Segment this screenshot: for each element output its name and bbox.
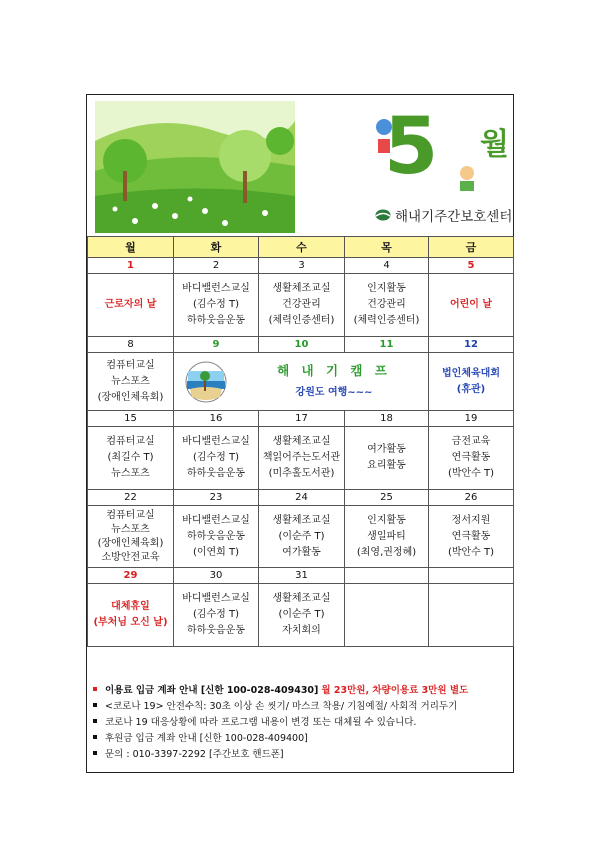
- camp-event-cell: [174, 353, 429, 411]
- date-row: [88, 490, 514, 506]
- activity-cell: 컴퓨터교실 뉴스포츠 (장애인체육회) 소방안전교육: [88, 506, 174, 568]
- activity-cell: 생활체조교실 책읽어주는도서관 (미추홀도서관): [259, 427, 345, 490]
- activity-cell: 어린이 날: [429, 274, 514, 337]
- activity-cell: [429, 584, 514, 647]
- date-cell: 3: [259, 258, 345, 274]
- weekday-tue: 화: [174, 237, 259, 258]
- date-cell: 19: [429, 411, 514, 427]
- beach-logo-icon: [184, 361, 228, 403]
- date-row: [88, 337, 514, 353]
- date-cell: 24: [259, 490, 345, 506]
- activity-cell: 바디밸런스교실 (김수정 T) 하하웃음운동: [174, 274, 259, 337]
- date-cell: 25: [345, 490, 429, 506]
- month-label: 월: [480, 127, 509, 162]
- date-cell: 22: [88, 490, 174, 506]
- spring-meadow-illustration: [95, 101, 295, 233]
- date-cell: 1: [88, 258, 174, 274]
- date-cell: 10: [259, 337, 345, 353]
- activity-cell: 생활체조교실 건강관리 (체력인증센터): [259, 274, 345, 337]
- activity-cell: 금전교육 연극활동 (박안수 T): [429, 427, 514, 490]
- date-cell: 26: [429, 490, 514, 506]
- date-cell: 15: [88, 411, 174, 427]
- activity-cell: 바디밸런스교실 (김수정 T) 하하웃음운동: [174, 584, 259, 647]
- bullet-icon: [93, 719, 97, 723]
- activity-row: [88, 506, 514, 568]
- camp-title: 해 내 기 캠 프: [277, 363, 391, 378]
- child-icon: [452, 163, 482, 193]
- date-row: [88, 568, 514, 584]
- activity-row: [88, 353, 514, 411]
- activity-cell: 대체휴일 (부처님 오신 날): [88, 584, 174, 647]
- account-note: 이용료 입금 계좌 안내 [신한 100-028-409430]: [105, 685, 319, 696]
- activity-cell: 컴퓨터교실 뉴스포츠 (장애인체육회): [88, 353, 174, 411]
- date-row: [88, 411, 514, 427]
- note-item: [93, 681, 511, 697]
- date-cell: 12: [429, 337, 514, 353]
- weekday-wed: 수: [259, 237, 345, 258]
- activity-row: [88, 274, 514, 337]
- date-cell: 17: [259, 411, 345, 427]
- weekday-header-row: [88, 237, 514, 258]
- date-row: [88, 258, 514, 274]
- calendar-frame: [86, 94, 514, 773]
- date-cell: 8: [88, 337, 174, 353]
- date-cell: 23: [174, 490, 259, 506]
- date-cell: 18: [345, 411, 429, 427]
- activity-cell: 여가활동 요리활동: [345, 427, 429, 490]
- date-cell: 29: [88, 568, 174, 584]
- note-item: 후원금 입금 계좌 안내 [신한 100-028-409400]: [93, 729, 511, 745]
- activity-cell: 생활체조교실 (이순주 T) 여가활동: [259, 506, 345, 568]
- date-cell: 31: [259, 568, 345, 584]
- center-name-block: [375, 205, 512, 225]
- header-area: [87, 95, 513, 235]
- account-fee-note: 월 23만원, 차량이용료 3만원 별도: [321, 685, 469, 696]
- activity-cell: 인지활동 생일파티 (최영,권정혜): [345, 506, 429, 568]
- date-cell: 30: [174, 568, 259, 584]
- bullet-icon: [93, 687, 97, 691]
- date-cell: 2: [174, 258, 259, 274]
- activity-cell: 바디밸런스교실 (김수정 T) 하하웃음운동: [174, 427, 259, 490]
- activity-cell: 법인체육대회 (휴관): [429, 353, 514, 411]
- date-cell: 16: [174, 411, 259, 427]
- bullet-icon: [93, 751, 97, 755]
- month-number: 5: [384, 102, 439, 192]
- weekday-mon: 월: [88, 237, 174, 258]
- camp-subtitle: 강원도 여행~~~: [295, 387, 373, 398]
- note-item: <코로나 19> 안전수칙: 30초 이상 손 씻기/ 마스크 착용/ 기침예절/ 사회적 거리두기: [93, 697, 511, 713]
- date-cell: 9: [174, 337, 259, 353]
- month-badge: [372, 102, 512, 201]
- weekday-fri: 금: [429, 237, 514, 258]
- activity-cell: 바디밸런스교실 하하웃음운동 (이연희 T): [174, 506, 259, 568]
- activity-cell: 생활체조교실 (이순주 T) 자치회의: [259, 584, 345, 647]
- date-cell: 5: [429, 258, 514, 274]
- camp-text: [244, 361, 424, 398]
- date-cell: 11: [345, 337, 429, 353]
- bullet-icon: [93, 703, 97, 707]
- schedule-table: [87, 236, 514, 647]
- activity-cell: [345, 584, 429, 647]
- note-item: 코로나 19 대응상황에 따라 프로그램 내용이 변경 또는 대체될 수 있습니다.: [93, 713, 511, 729]
- activity-cell: 인지활동 건강관리 (체력인증센터): [345, 274, 429, 337]
- activity-row: [88, 427, 514, 490]
- weekday-thu: 목: [345, 237, 429, 258]
- date-cell: 4: [345, 258, 429, 274]
- activity-cell: 근로자의 날: [88, 274, 174, 337]
- date-cell: [429, 568, 514, 584]
- activity-cell: 정서지원 연극활동 (박안수 T): [429, 506, 514, 568]
- bullet-icon: [93, 735, 97, 739]
- notes-list: [93, 681, 511, 761]
- note-item: 문의 : 010-3397-2292 [주간보호 핸드폰]: [93, 745, 511, 761]
- center-name: 해내기주간보호센터: [395, 209, 513, 225]
- date-cell: [345, 568, 429, 584]
- activity-cell: 컴퓨터교실 (최길수 T) 뉴스포츠: [88, 427, 174, 490]
- activity-row: [88, 584, 514, 647]
- center-logo-icon: [375, 209, 391, 221]
